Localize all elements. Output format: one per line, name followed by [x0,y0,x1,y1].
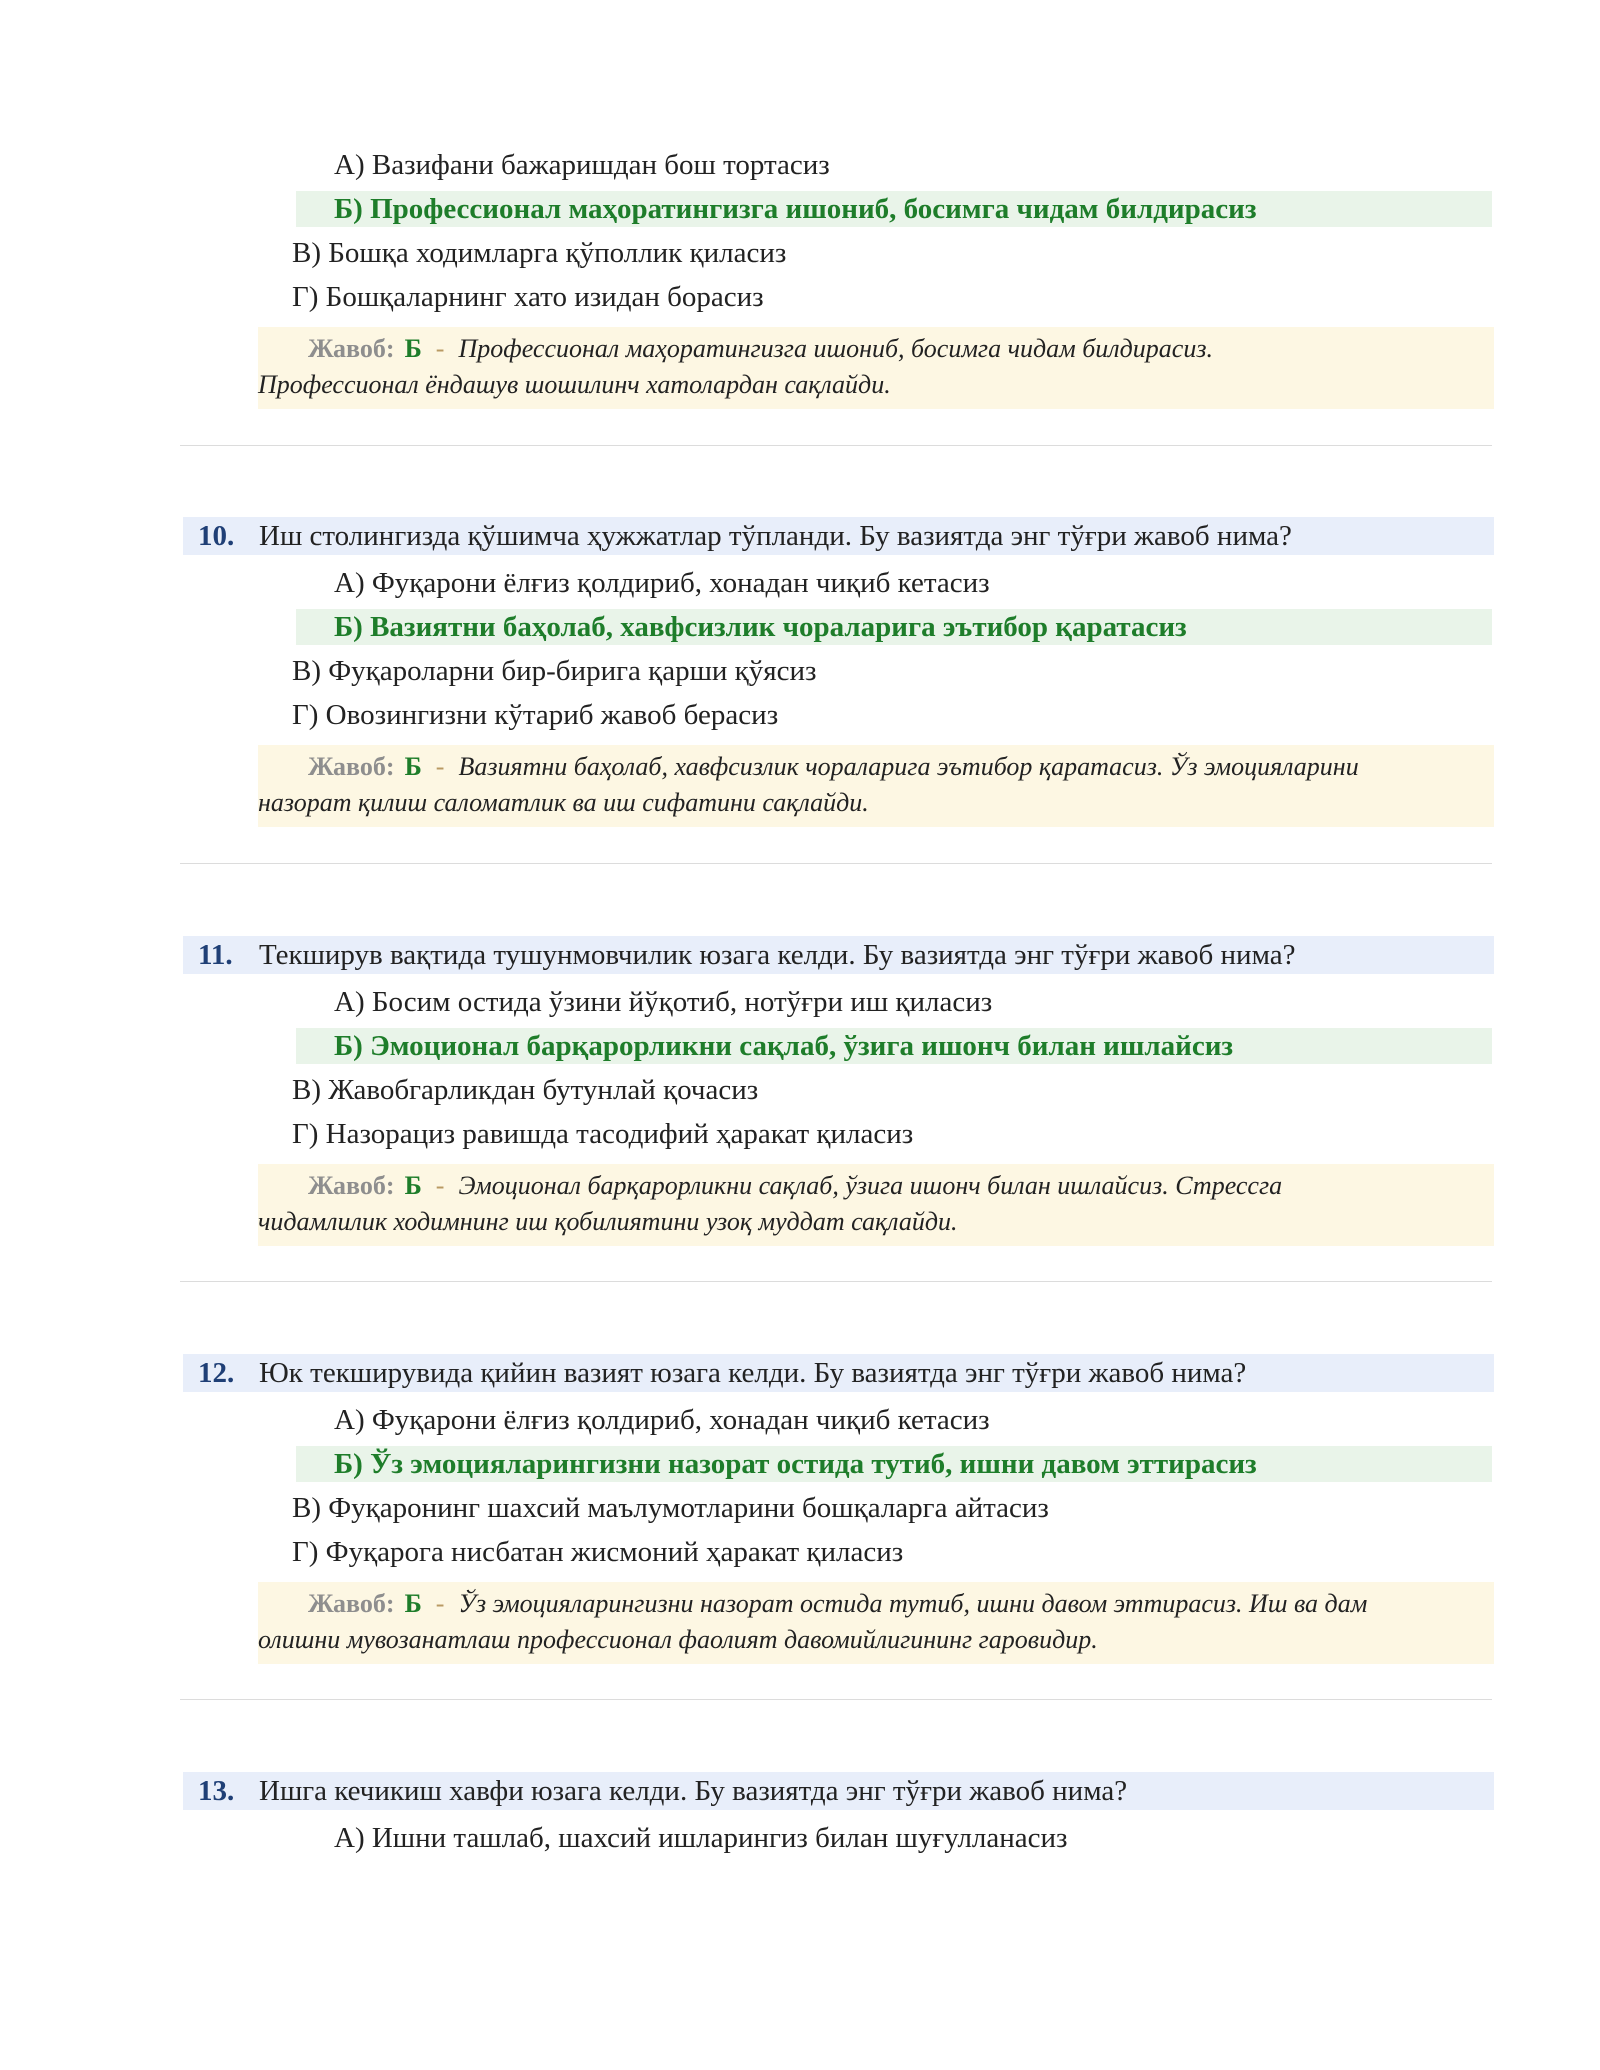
answer-dash: - [435,752,445,781]
answer-explanation-line1: Ўз эмоцияларингизни назорат остида тутиб, ишни давом эттирасиз. Иш ва дам [458,1589,1368,1618]
answer-explanation-line1: Эмоционал барқарорликни сақлаб, ўзига ишонч билан ишлайсиз. Стрессга [458,1171,1283,1200]
answer-explanation-line1: Вазиятни баҳолаб, хавфсизлик чораларига эътибор қаратасиз. Ўз эмоцияларини [458,752,1359,781]
section-divider [180,445,1492,446]
answer-box [258,1164,1494,1246]
section-divider [180,863,1492,864]
answer-explanation-line2: назорат қилиш саломатлик ва иш сифатини сақлайди. [258,788,869,817]
option-g: Г) Назорациз равишда тасодифий ҳаракат қиласиз [292,1118,914,1150]
question-number: 11. [198,939,233,971]
option-g: Г) Овозингизни кўтариб жавоб берасиз [292,699,779,731]
answer-label: Жавоб: [308,334,395,363]
option-v: В) Фуқароларни бир-бирига қарши қўясиз [292,655,817,687]
question-number: 13. [198,1775,235,1807]
question-text: Текширув вақтида тушунмовчилик юзага келди. Бу вазиятда энг тўғри жавоб нима? [259,939,1296,971]
answer-label: Жавоб: [308,1171,395,1200]
answer-label: Жавоб: [308,1589,395,1618]
question-13-header [183,1772,1494,1810]
question-12-header [183,1354,1494,1392]
answer-dash: - [435,1589,445,1618]
answer-box [258,745,1494,827]
question-text: Ишга кечикиш хавфи юзага келди. Бу вазиятда энг тўғри жавоб нима? [259,1775,1128,1807]
answer-letter: Б [404,1171,422,1200]
answer-box [258,1582,1494,1664]
option-b-correct: Б) Ўз эмоцияларингизни назорат остида тутиб, ишни давом эттирасиз [296,1446,1492,1482]
option-v: В) Бошқа ходимларга қўполлик қиласиз [292,237,787,269]
option-v: В) Жавобгарликдан бутунлай қочасиз [292,1074,759,1106]
answer-box [258,327,1494,409]
answer-explanation-line2: чидамлилик ходимнинг иш қобилиятини узоқ муддат сақлайди. [258,1207,958,1236]
option-b-correct: Б) Вазиятни баҳолаб, хавфсизлик чораларига эътибор қаратасиз [296,609,1492,645]
question-number: 10. [198,520,235,552]
option-a: А) Ишни ташлаб, шахсий ишларингиз билан шуғулланасиз [334,1822,1068,1854]
answer-letter: Б [404,752,422,781]
section-divider [180,1699,1492,1700]
answer-letter: Б [404,334,422,363]
question-text: Иш столингизда қўшимча ҳужжатлар тўпланди. Бу вазиятда энг тўғри жавоб нима? [259,520,1292,552]
answer-letter: Б [404,1589,422,1618]
section-divider [180,1281,1492,1282]
question-10-header [183,517,1494,555]
question-text: Юк текширувида қийин вазият юзага келди. Бу вазиятда энг тўғри жавоб нима? [259,1357,1247,1389]
answer-explanation-line2: Профессионал ёндашув шошилинч хатолардан сақлайди. [258,370,891,399]
answer-label: Жавоб: [308,752,395,781]
option-g: Г) Бошқаларнинг хато изидан борасиз [292,281,764,313]
option-a: А) Босим остида ўзини йўқотиб, нотўғри иш қиласиз [334,986,993,1018]
option-g: Г) Фуқарога нисбатан жисмоний ҳаракат қиласиз [292,1536,904,1568]
option-a: А) Вазифани бажаришдан бош тортасиз [334,149,830,181]
option-v: В) Фуқаронинг шахсий маълумотларини бошқаларга айтасиз [292,1492,1049,1524]
answer-explanation-line2: олишни мувозанатлаш профессионал фаолият давомийлигининг гаровидир. [258,1625,1098,1654]
answer-dash: - [435,1171,445,1200]
option-b-correct: Б) Эмоционал барқарорликни сақлаб, ўзига ишонч билан ишлайсиз [296,1028,1492,1064]
option-b-correct: Б) Профессионал маҳоратингизга ишониб, босимга чидам билдирасиз [296,191,1492,227]
option-a: А) Фуқарони ёлғиз қолдириб, хонадан чиқиб кетасиз [334,567,990,599]
option-a: А) Фуқарони ёлғиз қолдириб, хонадан чиқиб кетасиз [334,1404,990,1436]
answer-dash: - [435,334,445,363]
answer-explanation-line1: Профессионал маҳоратингизга ишониб, босимга чидам билдирасиз. [458,334,1213,363]
question-11-header [183,936,1494,974]
question-number: 12. [198,1357,235,1389]
